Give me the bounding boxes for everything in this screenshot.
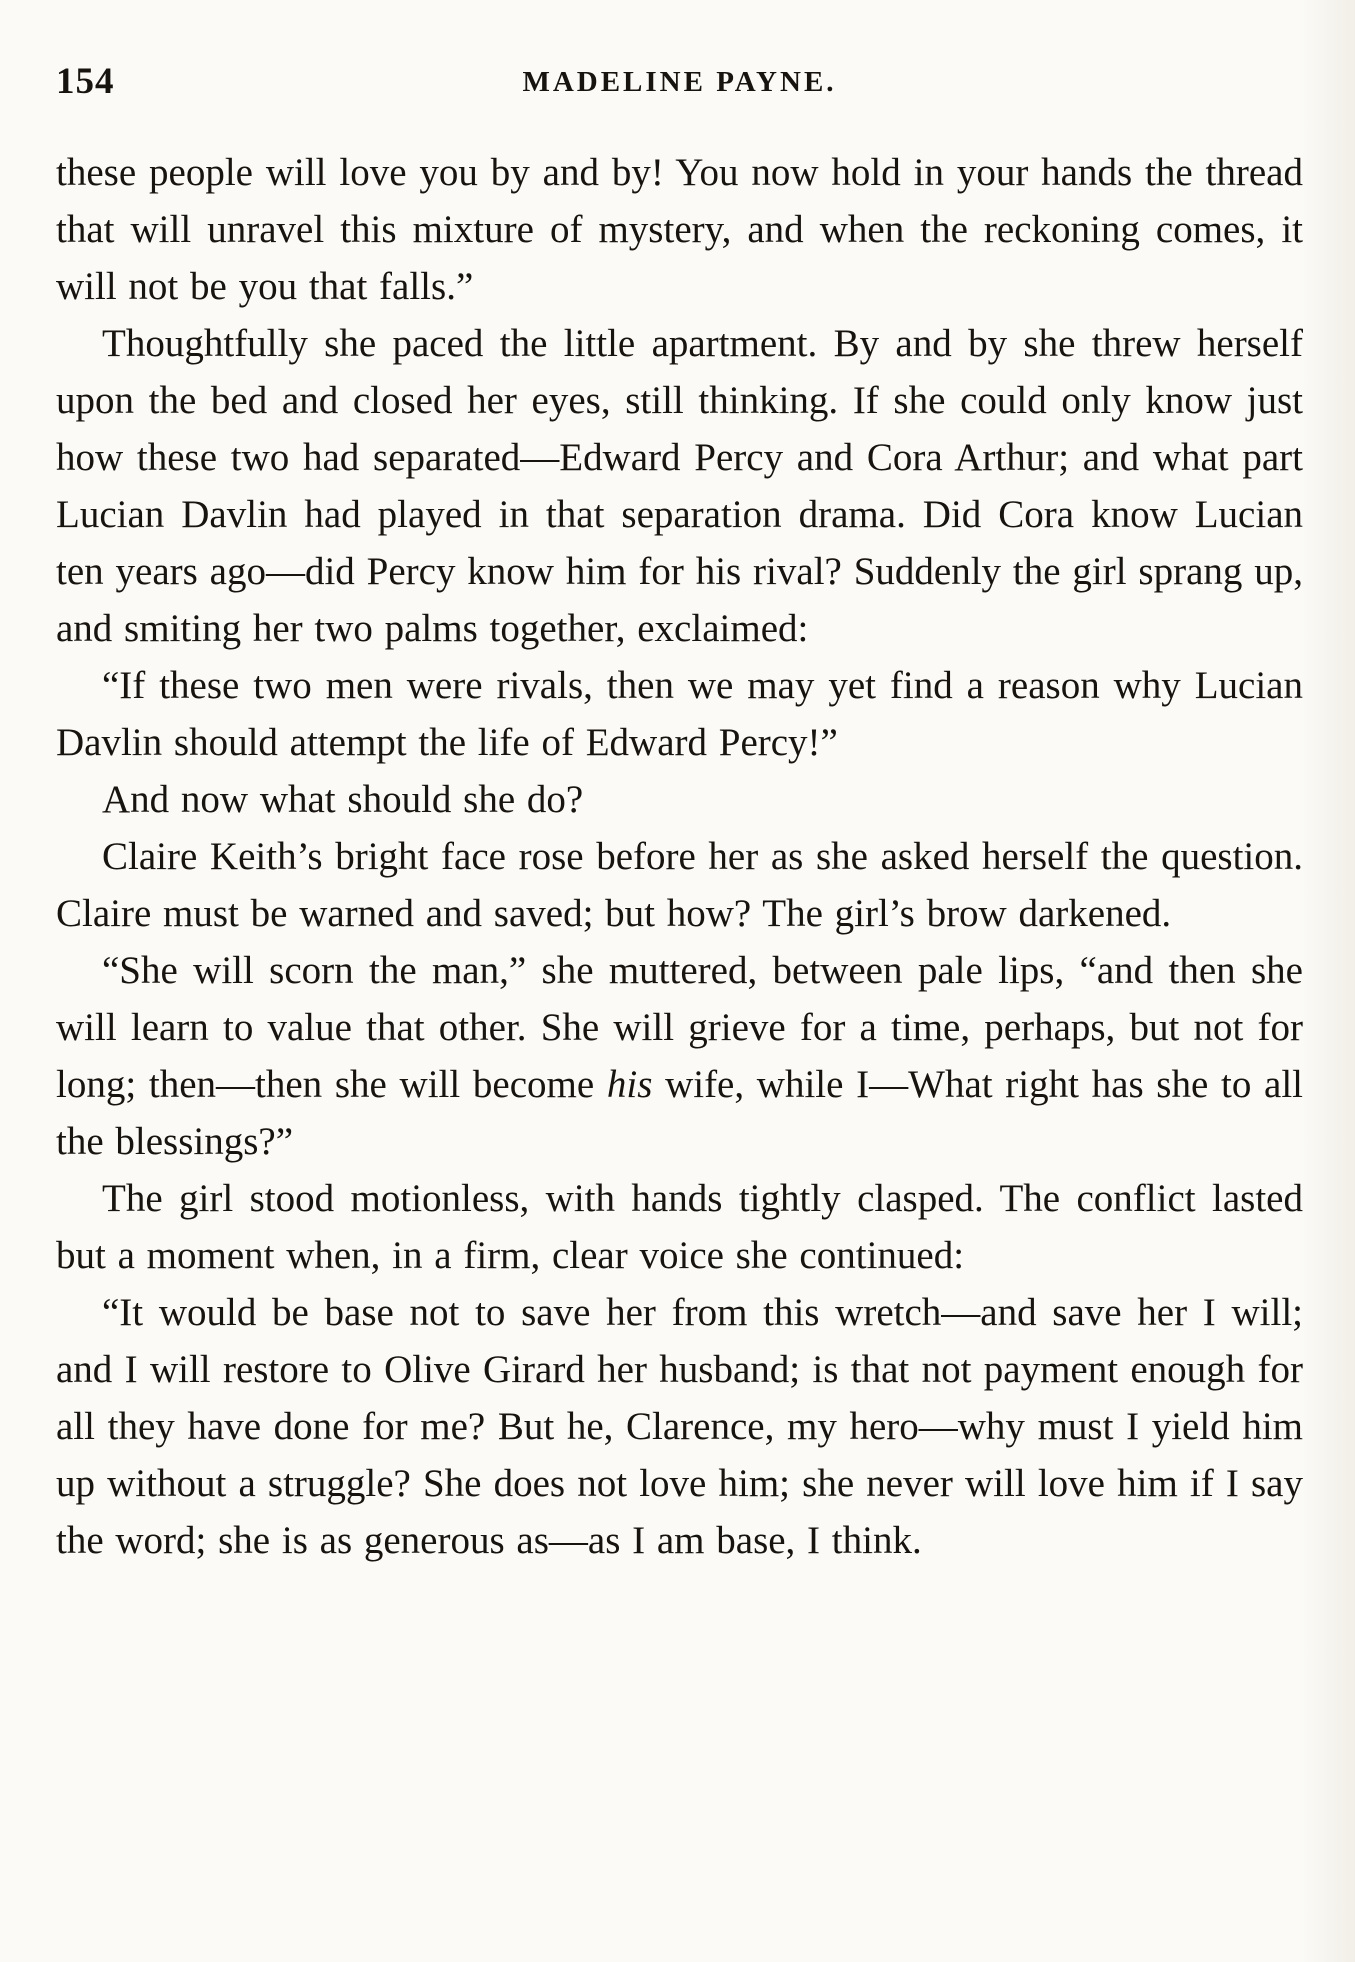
page-body [56,144,1303,1569]
page-number: 154 [56,61,115,102]
paragraph [56,1284,1303,1569]
text-segment: Thoughtfully she paced the little apartment. By and by she threw herself upon the bed and closed her eyes, still thinking. If she could only know just how these two had separated—Edward Percy and Cora Arthur; and what part Lucian Davlin had played in that separation drama. Did Cora know Lucian ten years ago—did Percy know him for his rival? Suddenly the girl sprang up, and smiting her two palms together, exclaimed: [56,322,1303,650]
text-segment: The girl stood motionless, with hands tightly clasped. The conflict lasted but a moment when, in a firm, clear voice she continued: [56,1177,1303,1277]
text-segment: “It would be base not to save her from this wretch—and save her I will; and I will restore to Olive Girard her husband; is that not payment enough for all they have done for me? But he, Clarence, my hero—why must I yield him up without a struggle? She does not love him; she never will love him if I say the word; she is as generous as—as I am base, I think. [56,1291,1303,1562]
paragraph [56,315,1303,657]
paragraph [56,828,1303,942]
italic-text: his [606,1063,653,1106]
paragraph [56,771,1303,828]
paragraph [56,144,1303,315]
text-segment: And now what should she do? [102,778,584,821]
paragraph [56,942,1303,1170]
text-segment: “If these two men were rivals, then we may yet find a reason why Lucian Davlin should attempt the life of Edward Percy!” [56,664,1303,764]
running-title: MADELINE PAYNE. [522,66,837,98]
text-segment: “She will scorn the man,” she muttered, between pale lips, “and then she will learn to value that other. She will grieve for a time, perhaps, but not for long; then—then she will become [56,949,1303,1106]
text-segment: Claire Keith’s bright face rose before her as she asked herself the question. Claire must be warned and saved; but how? The girl’s brow darkened. [56,835,1303,935]
paragraph [56,1170,1303,1284]
page-header [56,60,1303,110]
paragraph [56,657,1303,771]
text-segment: these people will love you by and by! You now hold in your hands the thread that will unravel this mixture of mystery, and when the reckoning comes, it will not be you that falls.” [56,151,1303,308]
text-segment: wife, while I—What right has she to all the blessings?” [56,1063,1303,1163]
